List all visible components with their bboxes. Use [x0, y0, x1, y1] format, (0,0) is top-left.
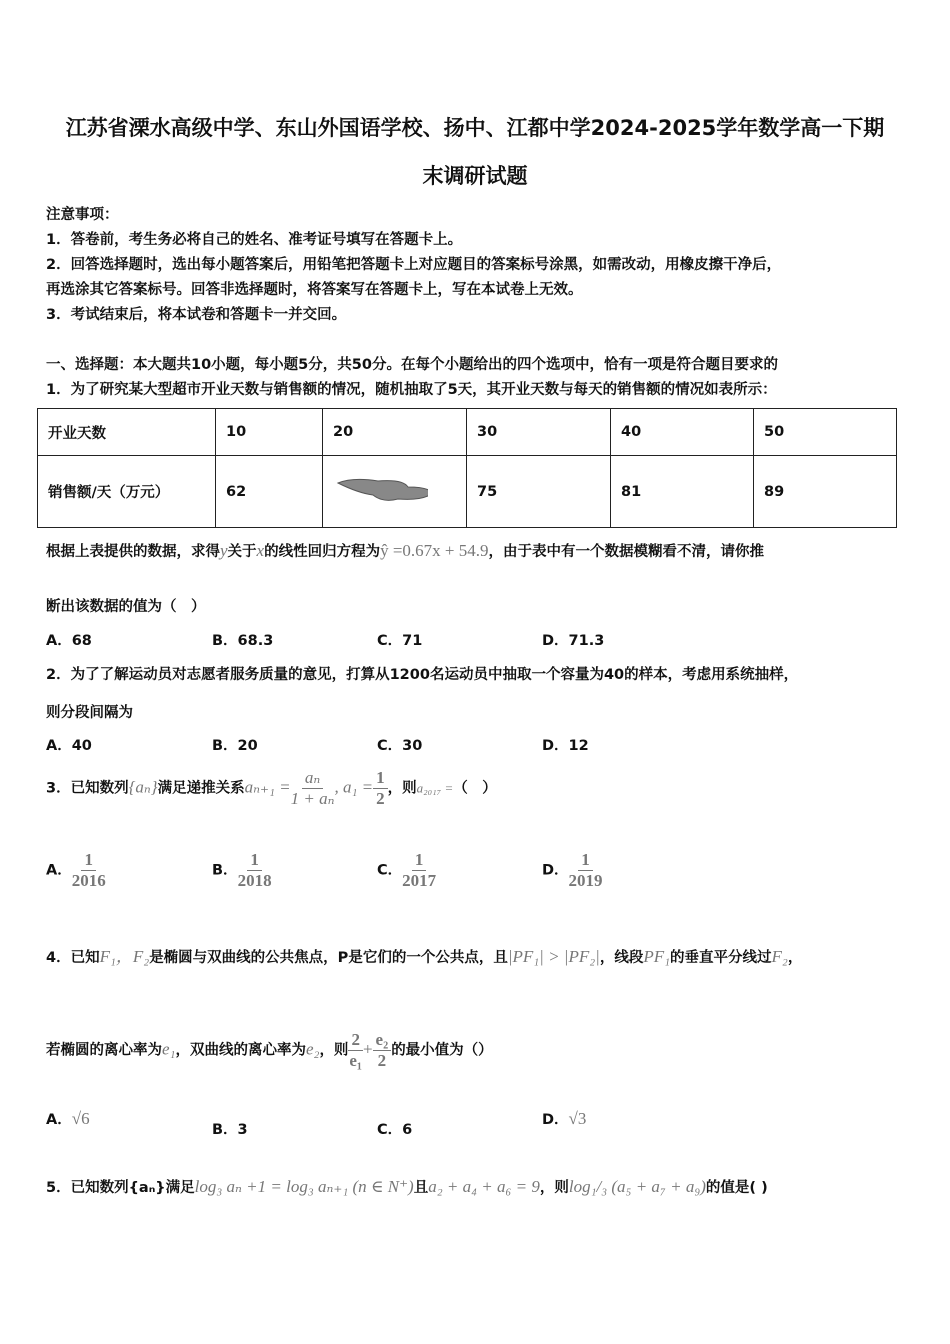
table-cell: 20 — [323, 409, 467, 456]
fraction — [238, 850, 272, 891]
label: D． — [542, 1112, 569, 1128]
notice-item: 1．答卷前，考生务必将自己的姓名、准考证号填写在答题卡上。 — [46, 232, 463, 248]
q3-option-d — [542, 850, 603, 891]
text: 的值是( ) — [705, 1180, 768, 1196]
blur-smudge-icon — [333, 475, 428, 505]
regression-equation: ŷ =0.67x + 54.9 — [380, 541, 489, 560]
blurred-cell — [323, 456, 467, 528]
math: |PF₁| > |PF₂| — [507, 947, 600, 966]
math-y: y — [220, 541, 228, 560]
numerator: 2 — [348, 1030, 363, 1051]
fraction — [402, 850, 436, 891]
table-row — [38, 409, 897, 456]
q1-option-a: A．68 — [46, 633, 92, 649]
denominator: e₁ — [349, 1051, 363, 1070]
numerator: aₙ — [302, 768, 323, 789]
q1-text-2: 断出该数据的值为（ ） — [46, 599, 206, 615]
table-cell: 开业天数 — [38, 409, 216, 456]
table-cell: 62 — [216, 456, 323, 528]
table-cell: 75 — [467, 456, 611, 528]
notice-item: 再选涂其它答案标号。回答非选择题时，将答案写在答题卡上，写在本试卷上无效。 — [46, 282, 583, 298]
denominator: 2 — [377, 1051, 387, 1070]
text: 4．已知 — [46, 950, 100, 966]
denominator: 2019 — [568, 871, 603, 890]
table-cell: 81 — [611, 456, 754, 528]
math-x: x — [256, 541, 265, 560]
table-row — [38, 456, 897, 528]
label: D． — [542, 862, 569, 879]
q4-option-b: B．3 — [212, 1122, 248, 1138]
label: B． — [212, 862, 238, 879]
fraction — [373, 768, 388, 809]
numerator: 1 — [373, 768, 388, 789]
q1-stem: 1．为了研究某大型超市开业天数与销售额的情况，随机抽取了5天，其开业天数与每天的销售额的情况如表所示： — [46, 382, 777, 398]
math: aₙ₊₁ = — [244, 777, 291, 797]
q4-option-d — [542, 1108, 586, 1129]
denominator: 1 + aₙ — [290, 789, 335, 808]
numerator: 1 — [578, 850, 593, 871]
text: 若椭圆的离心率为 — [46, 1042, 162, 1059]
q4-option-c: C．6 — [377, 1122, 413, 1138]
text: ，则 — [539, 1180, 569, 1196]
table-cell: 89 — [754, 456, 897, 528]
q2-option-b: B．20 — [212, 738, 258, 754]
text: ，双曲线的离心率为 — [175, 1042, 306, 1059]
notice-heading: 注意事项： — [46, 207, 119, 223]
math: PF₁ — [643, 947, 671, 966]
q3-stem — [46, 768, 497, 809]
table-cell: 30 — [467, 409, 611, 456]
q1-option-d: D．71.3 — [542, 633, 605, 649]
text: ，则 — [387, 780, 417, 797]
notice-item: 3．考试结束后，将本试卷和答题卡一并交回。 — [46, 307, 347, 323]
math: F₂ — [771, 947, 788, 966]
q2-line-2: 则分段间隔为 — [46, 705, 133, 721]
text: 关于 — [227, 544, 257, 560]
title-line-2: 末调研试题 — [422, 164, 528, 188]
q4-line-1 — [46, 942, 802, 967]
fraction — [373, 1030, 392, 1071]
numerator: e₂ — [373, 1030, 392, 1051]
text: ，则 — [319, 1042, 349, 1059]
math: e₁ — [162, 1039, 176, 1059]
math: {aₙ} — [128, 777, 158, 797]
numerator: 1 — [412, 850, 427, 871]
q2-option-a: A．40 — [46, 738, 92, 754]
math: √6 — [71, 1109, 90, 1128]
table-cell: 40 — [611, 409, 754, 456]
table-cell: 10 — [216, 409, 323, 456]
numerator: 1 — [81, 850, 96, 871]
denominator: 2 — [376, 789, 385, 808]
math: √3 — [568, 1109, 587, 1128]
q3-option-b — [212, 850, 272, 891]
text: 是椭圆与双曲线的公共焦点，P是它们的一个公共点，且 — [149, 950, 508, 966]
math: log₁/₃ (a₅ + a₇ + a₉) — [568, 1177, 706, 1196]
q1-option-c: C．71 — [377, 633, 423, 649]
text: ， — [787, 950, 803, 966]
q4-option-a — [46, 1108, 90, 1129]
label: A． — [46, 1112, 72, 1128]
text: 的垂直平分线过 — [670, 950, 772, 966]
text: 3．已知数列 — [46, 780, 129, 797]
q2-option-d: D．12 — [542, 738, 589, 754]
fraction — [291, 768, 335, 809]
denominator: 2017 — [402, 871, 437, 890]
table-cell: 销售额/天（万元） — [38, 456, 216, 528]
math: , a₁ = — [334, 777, 374, 797]
q5-stem — [46, 1176, 768, 1197]
q1-option-b: B．68.3 — [212, 633, 274, 649]
label: A． — [46, 862, 72, 879]
table-cell: 50 — [754, 409, 897, 456]
math: log₃ aₙ +1 = log₃ aₙ₊₁ (n ∈ N⁺) — [194, 1177, 414, 1196]
math: a₂₀₁₇ = — [416, 780, 454, 796]
notice-item: 2．回答选择题时，选出每小题答案后，用铅笔把答题卡上对应题目的答案标号涂黑，如需改动，用橡皮擦干净后， — [46, 257, 782, 273]
text: （ ） — [453, 780, 497, 797]
math: + — [362, 1039, 373, 1059]
q2-line-1: 2．为了了解运动员对志愿者服务质量的意见，打算从1200名运动员中抽取一个容量为40的样本，考虑用系统抽样， — [46, 667, 799, 683]
fraction — [72, 850, 106, 891]
section-heading: 一、选择题：本大题共10小题，每小题5分，共50分。在每个小题给出的四个选项中，恰有一项是符合题目要求的 — [46, 357, 778, 373]
text: ，线段 — [599, 950, 644, 966]
text: 根据上表提供的数据，求得 — [46, 544, 220, 560]
title-line-1: 江苏省溧水高级中学、东山外国语学校、扬中、江都中学2024-2025学年数学高一下期 — [65, 116, 885, 140]
label: C． — [377, 862, 403, 879]
math: e₂ — [305, 1039, 320, 1059]
q3-option-c — [377, 850, 436, 891]
q1-table — [37, 408, 897, 528]
numerator: 1 — [247, 850, 262, 871]
q3-option-a — [46, 850, 106, 891]
fraction — [348, 1030, 363, 1071]
math: F₁，F₂ — [99, 947, 150, 966]
text: 的线性回归方程为 — [264, 544, 381, 560]
denominator: 2018 — [237, 871, 272, 890]
text: 满足递推关系 — [157, 780, 245, 797]
denominator: 2016 — [71, 871, 106, 890]
text: 的最小值为（） — [391, 1042, 493, 1059]
fraction — [569, 850, 603, 891]
math: a₂ + a₄ + a₆ = 9 — [428, 1177, 540, 1196]
text: ，由于表中有一个数据模糊看不清，请你推 — [488, 544, 765, 560]
q4-line-2 — [46, 1030, 493, 1071]
text: 5．已知数列{aₙ}满足 — [46, 1180, 195, 1196]
q1-text — [46, 540, 764, 561]
q2-option-c: C．30 — [377, 738, 423, 754]
text: 且 — [413, 1180, 429, 1196]
